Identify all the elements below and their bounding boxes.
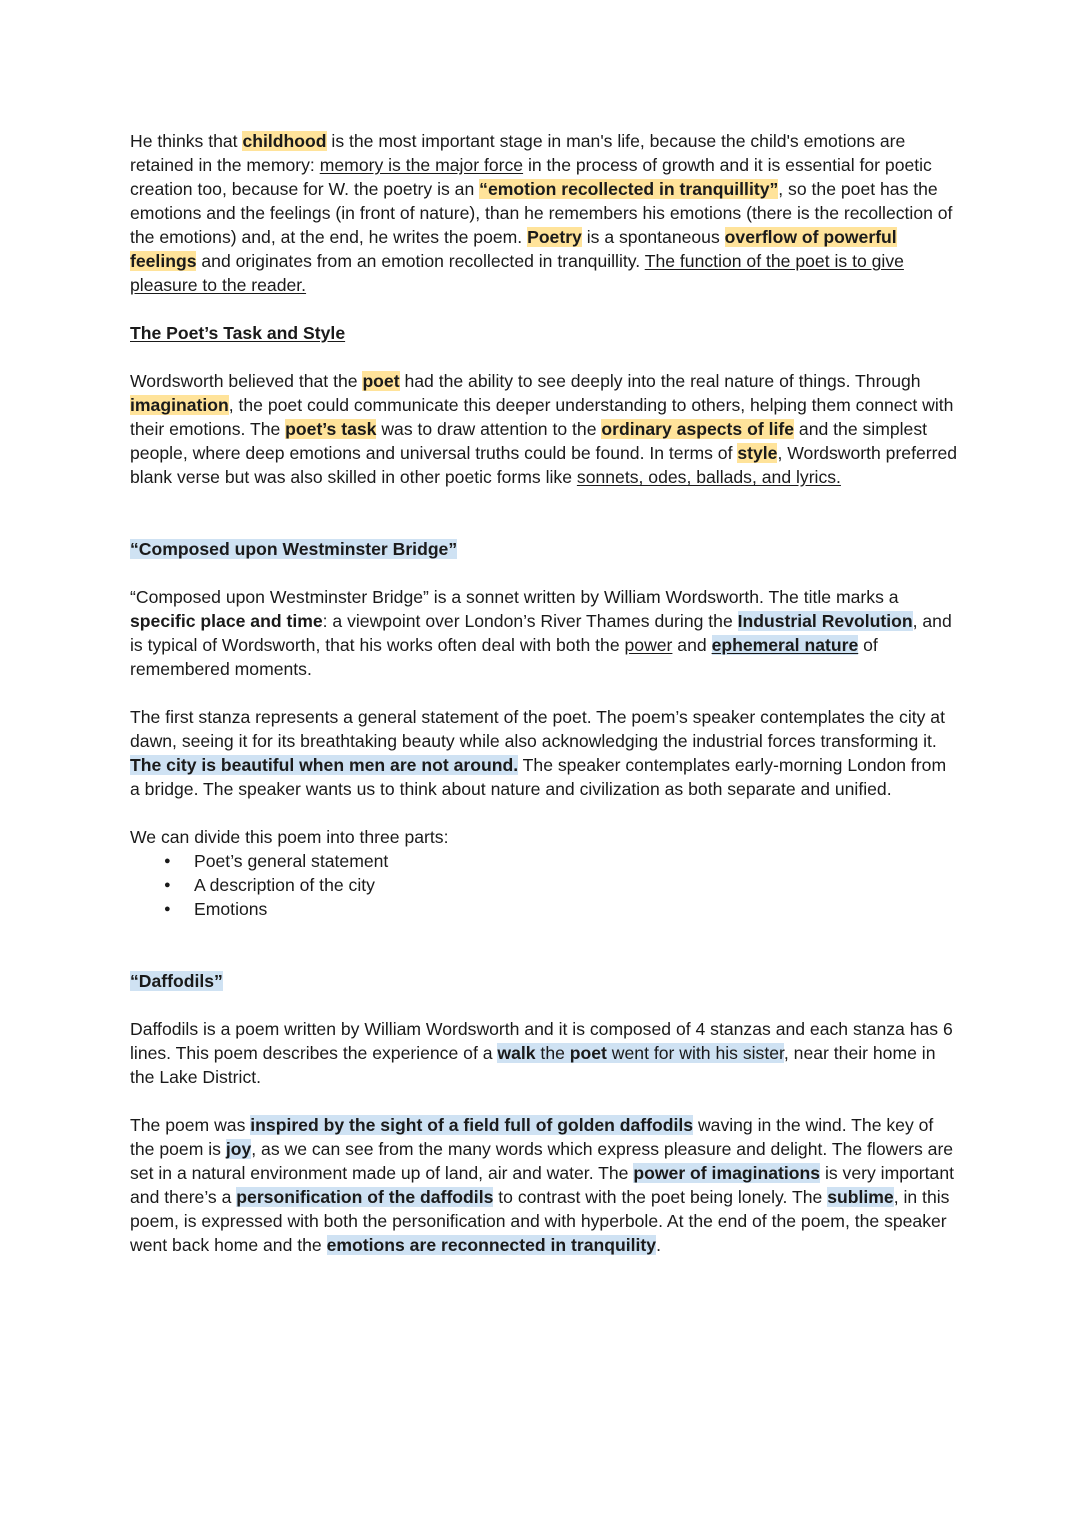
text-run: Wordsworth believed that the (130, 371, 363, 391)
list-intro: We can divide this poem into three parts: (130, 827, 449, 847)
text-run: had the ability to see deeply into the real nature of things. Through (399, 371, 921, 391)
highlight-inspired: inspired by the sight of a field full of golden daffodils (250, 1115, 694, 1135)
highlight-walk: walk (497, 1043, 536, 1063)
highlight-industrial: Industrial Revolution (737, 611, 913, 631)
heading-westminster-text: “Composed upon Westminster Bridge” (130, 539, 458, 559)
underline-power: power (624, 635, 673, 655)
text-run: and originates from an emotion recollected in tranquillity. (196, 251, 645, 271)
text-run: He thinks that (130, 131, 243, 151)
text-run: The speaker contemplates early-morning London from a bridge. The speaker wants us to think about nature and civilization as both separate and unified. (130, 755, 947, 799)
parts-list (130, 849, 960, 921)
highlight-poet-walk: poet (569, 1043, 607, 1063)
list-item: ● Poet’s general statement (194, 849, 960, 873)
heading-daffodils-text: “Daffodils” (130, 971, 223, 991)
text-run: in the process of growth and it is essential for poetic creation too, because for W. the poetry is an (130, 155, 932, 199)
text-run: The poem was (130, 1115, 251, 1135)
highlight-overflow: overflow of powerful feelings (130, 227, 897, 271)
text-run: Daffodils is a poem written by William Wordsworth and it is composed of 4 stanzas and each stanza has 6 lines. This poem describes the experience of a (130, 1019, 953, 1063)
highlight-power-imagination: power of imaginations (633, 1163, 821, 1183)
highlight-emotions-reconnected: emotions are reconnected in tranquility (326, 1235, 657, 1255)
paragraph-childhood (130, 129, 960, 297)
highlight-style: style (737, 443, 778, 463)
text-run: of remembered moments. (130, 635, 878, 679)
heading-poets-task: The Poet’s Task and Style (130, 323, 346, 343)
text-run: . (656, 1235, 661, 1255)
highlight-city-beautiful: The city is beautiful when men are not around. (130, 755, 519, 775)
text-run: The first stanza represents a general statement of the poet. The poem’s speaker contemplates the city at dawn, seeing it for its breathtaking beauty while also acknowledging the industrial forces transforming it. (130, 707, 945, 751)
underline-memory-force: memory is the major force (319, 155, 524, 175)
text-run: waving in the wind. The key of the poem is (130, 1115, 934, 1159)
highlight-run: the (535, 1043, 570, 1063)
paragraph-westminster-intro (130, 585, 960, 681)
text-run: , near their home in the Lake District. (130, 1043, 936, 1087)
document-page (130, 129, 960, 1257)
paragraph-daffodils-analysis (130, 1113, 960, 1257)
text-run: , as we can see from the many words which express pleasure and delight. The flowers are set in a natural environment made up of land, air and water. The (130, 1139, 954, 1183)
highlight-childhood: childhood (242, 131, 327, 151)
text-run: is the most important stage in man's life, because the child's emotions are retained in the memory: (130, 131, 906, 175)
underline-function: The function of the poet is to give pleasure to the reader. (130, 251, 904, 295)
highlight-emotion-quote: “emotion recollected in tranquillity” (479, 179, 779, 199)
list-item: ● Emotions (194, 897, 960, 921)
paragraph-poets-task (130, 369, 960, 489)
highlight-sublime: sublime (827, 1187, 894, 1207)
text-run: is very important and there’s a (130, 1163, 955, 1207)
underline-forms: sonnets, odes, ballads, and lyrics. (576, 467, 841, 487)
bold-place-time: specific place and time (130, 611, 323, 631)
list-item: ● A description of the city (194, 873, 960, 897)
text-run: , in this poem, is expressed with both the personification and with hyperbole. At the end of the poem, the speaker went back home and the (130, 1187, 950, 1255)
text-run: , Wordsworth preferred blank verse but was also skilled in other poetic forms like (130, 443, 958, 487)
highlight-joy: joy (225, 1139, 252, 1159)
text-run: “Composed upon Westminster Bridge” is a sonnet written by William Wordsworth. The title marks a (130, 587, 899, 607)
text-run: is a spontaneous (581, 227, 725, 247)
text-run: to contrast with the poet being lonely. The (493, 1187, 828, 1207)
text-run: : a viewpoint over London’s River Thames during the (322, 611, 738, 631)
heading-westminster (130, 537, 960, 561)
highlight-poet: poet (362, 371, 400, 391)
text-run: was to draw attention to the (376, 419, 602, 439)
highlight-imagination: imagination (130, 395, 229, 415)
highlight-poets-task: poet’s task (285, 419, 377, 439)
text-run: , the poet could communicate this deeper understanding to others, helping them connect with their emotions. The (130, 395, 954, 439)
text-run: , and is typical of Wordsworth, that his works often deal with both the (130, 611, 952, 655)
paragraph-daffodils-intro (130, 1017, 960, 1089)
highlight-ephemeral: ephemeral nature (711, 635, 859, 655)
text-run: and (672, 635, 712, 655)
highlight-run: went for with his sister (606, 1043, 784, 1063)
highlight-ordinary: ordinary aspects of life (601, 419, 795, 439)
heading-daffodils (130, 969, 960, 993)
text-run: and the simplest people, where deep emotions and universal truths could be found. In terms of (130, 419, 928, 463)
highlight-poetry: Poetry (527, 227, 582, 247)
paragraph-westminster-stanza (130, 705, 960, 801)
highlight-personification: personification of the daffodils (236, 1187, 494, 1207)
text-run: , so the poet has the emotions and the feelings (in front of nature), than he remembers his emotions (there is the recollection of the emotions) and, at the end, he writes the poem. (130, 179, 953, 247)
